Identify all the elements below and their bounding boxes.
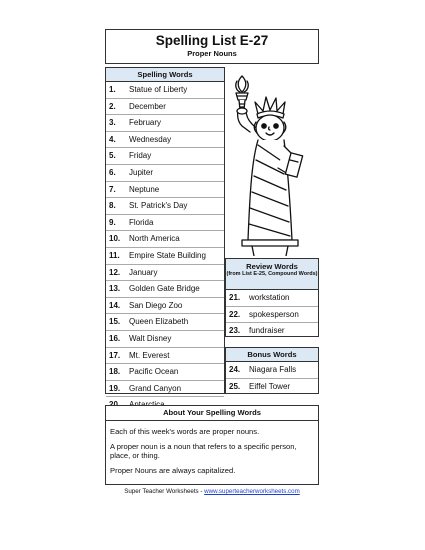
word-text: Statue of Liberty [129, 85, 188, 94]
word-number: 6. [109, 167, 116, 177]
about-paragraph: Proper Nouns are always capitalized. [110, 466, 236, 475]
review-words-subheading: (from List E-25, Compound Words) [226, 271, 318, 277]
word-text: Florida [129, 217, 154, 227]
word-text: Wednesday [129, 134, 172, 144]
word-row [106, 215, 224, 232]
page-title: Spelling List E-27 [155, 33, 269, 48]
word-text: Mt. Everest [129, 350, 170, 360]
word-row [106, 231, 224, 248]
word-row [226, 379, 318, 395]
about-heading: About Your Spelling Words [106, 406, 318, 421]
word-number: 4. [109, 134, 116, 144]
word-row [106, 182, 224, 199]
spelling-words-box [105, 67, 225, 394]
page-subtitle: Proper Nouns [187, 49, 237, 58]
word-text: Walt Disney [129, 333, 172, 343]
word-text: January [129, 267, 158, 277]
word-text: December [129, 101, 166, 111]
word-row [106, 364, 224, 381]
word-number: 2. [109, 101, 116, 111]
word-text: workstation [249, 293, 290, 302]
word-number: 5. [109, 151, 116, 161]
word-text: February [129, 118, 162, 128]
word-number: 21. [229, 293, 241, 302]
word-row [226, 307, 318, 324]
word-row [226, 290, 318, 307]
word-text: St. Patrick's Day [129, 201, 188, 211]
word-number: 7. [109, 184, 116, 194]
bonus-words-box [225, 347, 319, 394]
footer-text: Super Teacher Worksheets - [124, 488, 205, 495]
word-row [106, 281, 224, 298]
word-text: Eiffel Tower [249, 381, 291, 391]
word-number: 1. [109, 85, 116, 94]
spelling-words-heading: Spelling Words [106, 68, 224, 82]
word-row [106, 331, 224, 348]
word-row [226, 362, 318, 379]
about-paragraph: A proper noun is a noun that refers to a specific person, place, or thing. [110, 442, 297, 460]
word-number: 3. [109, 118, 116, 128]
word-text: Niagara Falls [249, 365, 297, 374]
word-row [106, 298, 224, 315]
review-words-header [226, 259, 318, 290]
footer-link[interactable]: www.superteacherworksheets.com [204, 488, 300, 495]
word-row [106, 381, 224, 398]
word-text: Jupiter [129, 167, 154, 177]
statue-of-liberty-illustration [228, 70, 318, 256]
about-box [105, 405, 319, 485]
word-number: 8. [109, 201, 116, 211]
word-row [226, 323, 318, 339]
word-number: 16. [109, 333, 121, 343]
word-row [106, 348, 224, 365]
word-text: Golden Gate Bridge [129, 284, 200, 294]
word-row [106, 148, 224, 165]
word-number: 22. [229, 309, 241, 319]
word-row [106, 265, 224, 282]
word-row [106, 115, 224, 132]
word-row [106, 248, 224, 265]
word-number: 23. [229, 326, 241, 336]
word-number: 25. [229, 381, 241, 391]
word-text: Grand Canyon [129, 383, 182, 393]
word-text: Neptune [129, 184, 160, 194]
word-number: 9. [109, 217, 116, 227]
word-text: San Diego Zoo [129, 300, 183, 310]
word-number: 14. [109, 300, 121, 310]
word-row [106, 198, 224, 215]
word-row [106, 82, 224, 99]
word-number: 13. [109, 284, 121, 294]
review-words-box [225, 258, 319, 337]
about-paragraph: Each of this week's words are proper nouns. [110, 427, 260, 436]
word-text: fundraiser [249, 326, 285, 336]
word-text: Queen Elizabeth [129, 317, 189, 327]
word-number: 17. [109, 350, 121, 360]
word-number: 19. [109, 383, 121, 393]
word-text: Friday [129, 151, 152, 161]
review-words-heading: Review Words [246, 262, 298, 271]
word-row [106, 165, 224, 182]
word-row [106, 314, 224, 331]
bonus-words-heading: Bonus Words [226, 348, 318, 362]
word-number: 10. [109, 234, 121, 244]
footer [105, 488, 319, 495]
title-box [105, 29, 319, 64]
word-row [106, 132, 224, 149]
word-number: 12. [109, 267, 121, 277]
word-text: spokesperson [249, 309, 299, 319]
word-text: Empire State Building [129, 250, 206, 260]
word-number: 15. [109, 317, 121, 327]
word-row [106, 99, 224, 116]
word-text: North America [129, 234, 180, 244]
word-text: Pacific Ocean [129, 367, 179, 377]
word-number: 18. [109, 367, 121, 377]
word-number: 11. [109, 250, 120, 260]
word-number: 24. [229, 365, 241, 374]
